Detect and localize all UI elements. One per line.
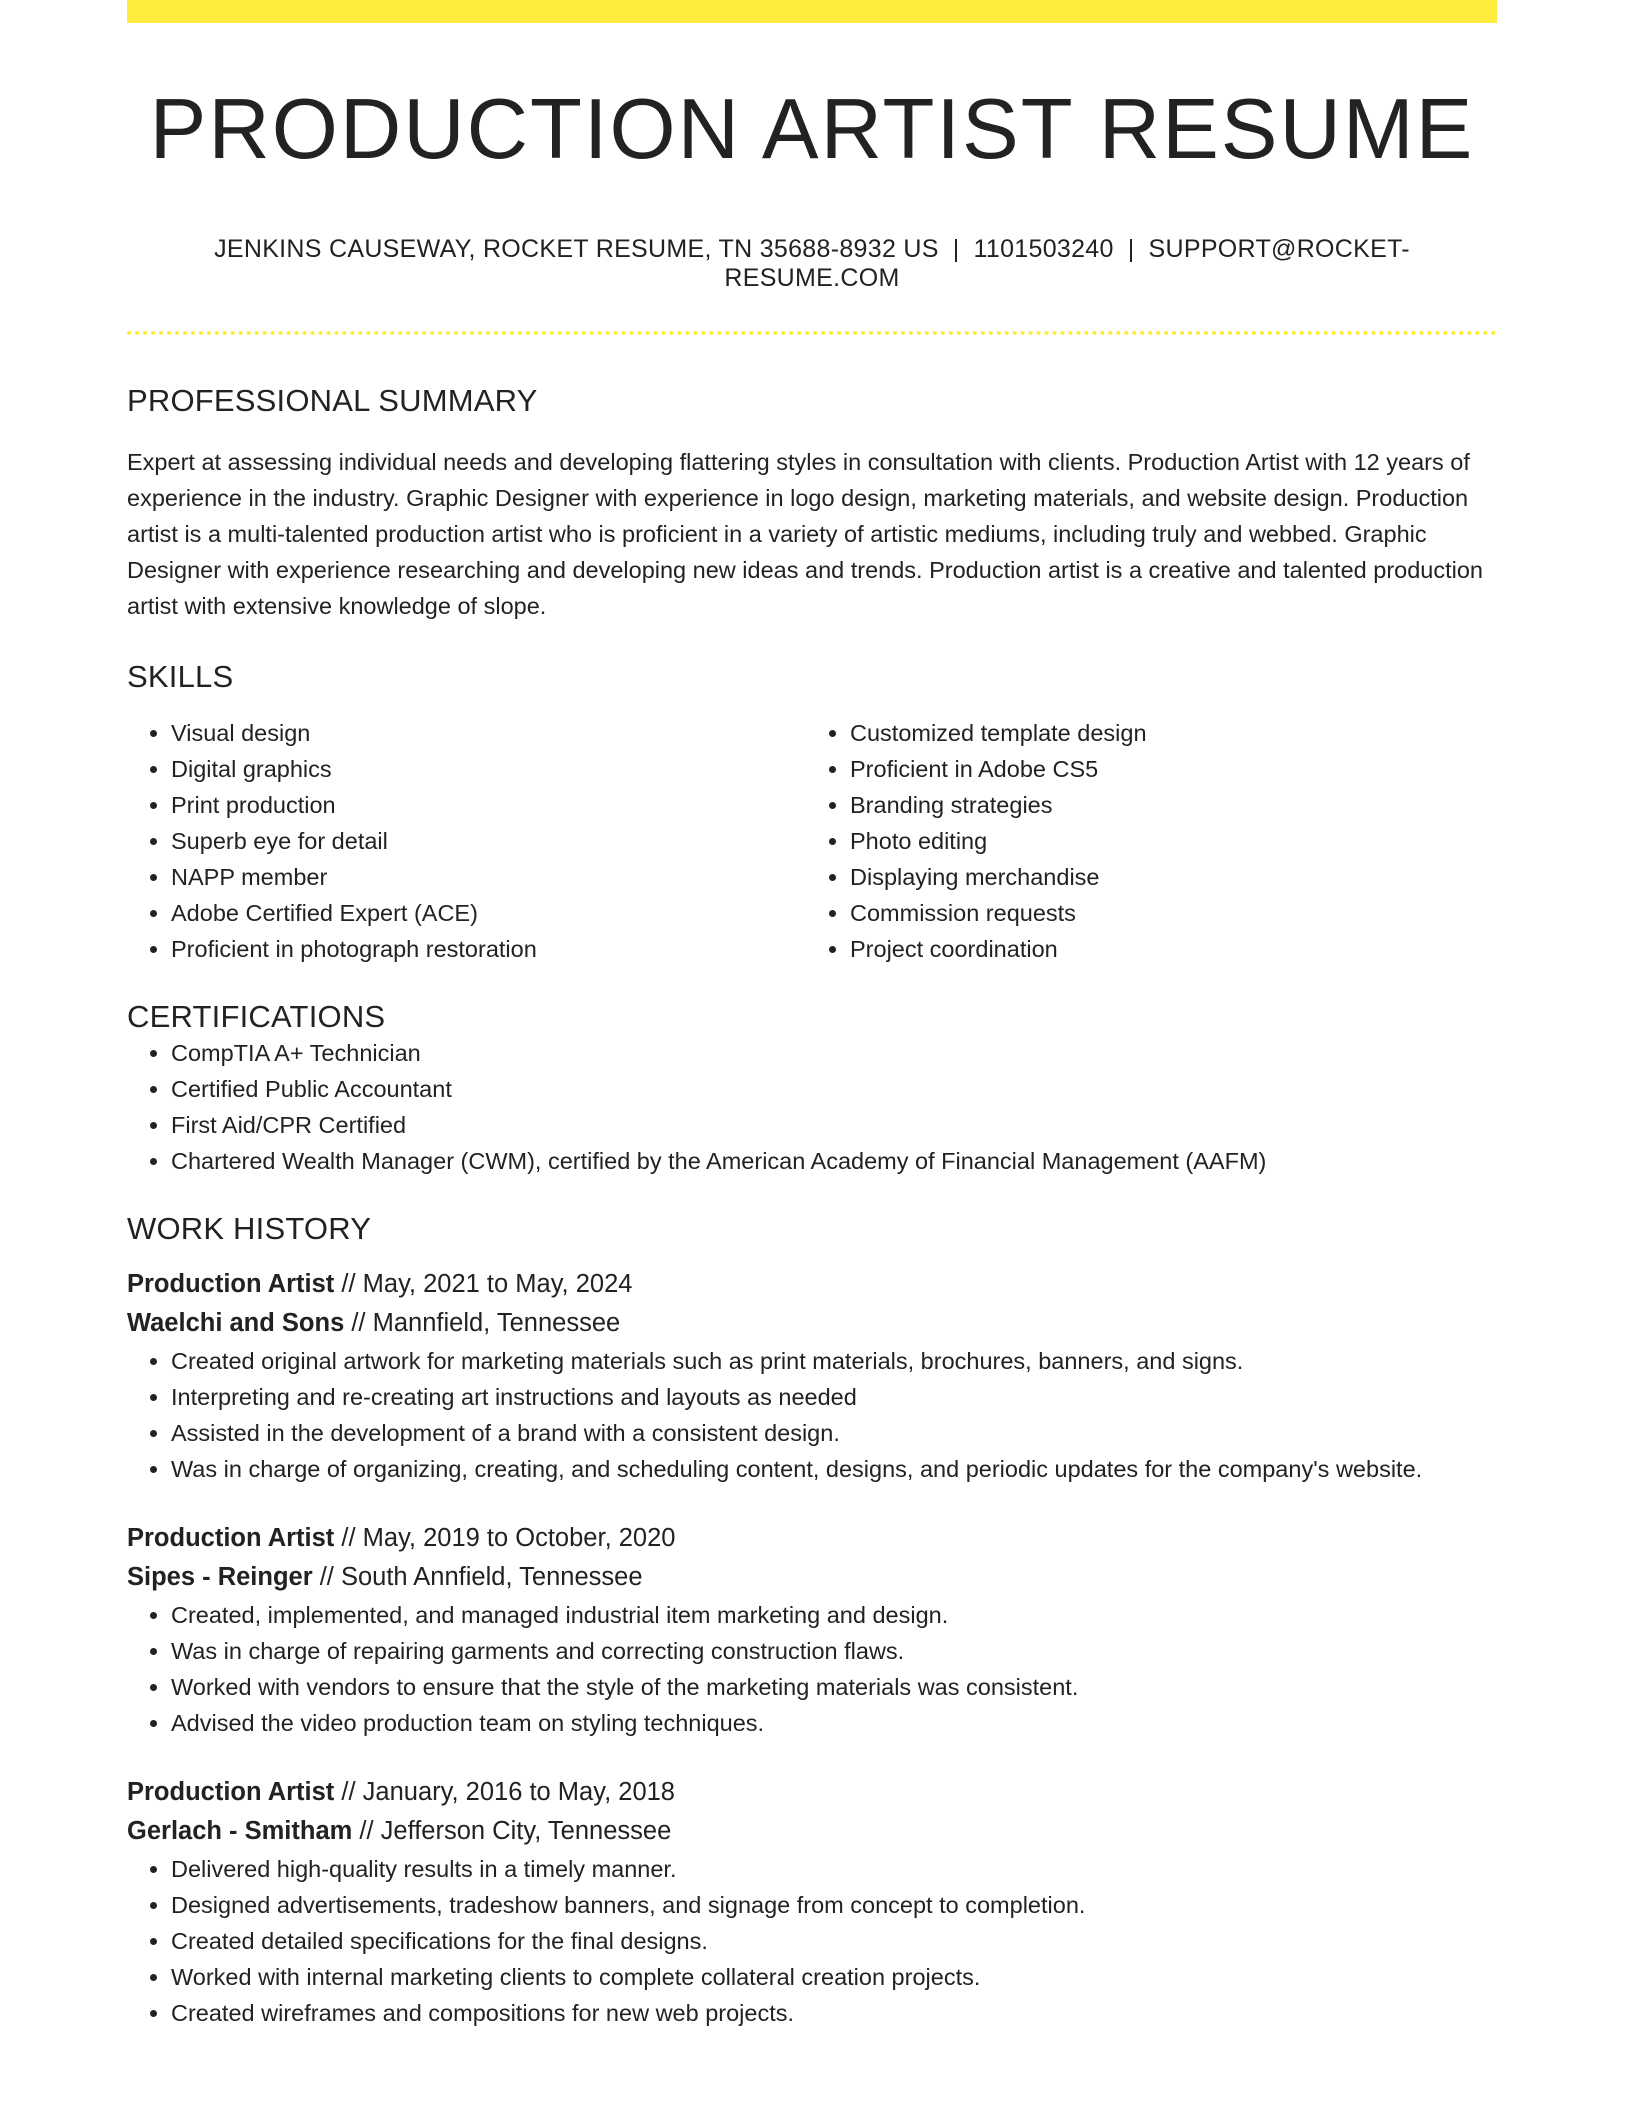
contact-email: SUPPORT@ROCKET-RESUME.COM — [724, 234, 1410, 292]
job-title-line — [127, 1773, 1497, 1812]
job-duty: • Delivered high-quality results in a timely manner. — [171, 1851, 1497, 1887]
job-location: // South Annfield, Tennessee — [312, 1562, 643, 1591]
contact-separator: | — [952, 234, 960, 263]
skills-column-left — [127, 715, 812, 967]
skill-item: • NAPP member — [171, 859, 812, 895]
accent-top-bar — [127, 0, 1497, 23]
resume-title: PRODUCTION ARTIST RESUME — [149, 82, 1475, 177]
job-title: Production Artist — [127, 1777, 335, 1806]
summary-text: Expert at assessing individual needs and developing flattering styles in consultation with clients. Production Artist with 12 years of experience in the industry. Graphic Designer with experience in logo design, marketing materials, and website design. Production artist is a multi-talented production artist who is proficient in a variety of artistic mediums, including truly and webbed. Graphic Designer with experience researching and developing new ideas and trends. Production artist is a creative and talented production artist with extensive knowledge of slope. — [127, 448, 1483, 619]
skill-item: • Commission requests — [850, 895, 1497, 931]
work-history-section — [127, 1211, 1497, 2031]
skills-list-left — [127, 715, 812, 967]
skill-item: • Customized template design — [850, 715, 1497, 751]
job-entry — [127, 1519, 1497, 1741]
job-duties-list — [127, 1597, 1497, 1741]
skills-heading: SKILLS — [127, 658, 234, 694]
job-duties-list — [127, 1851, 1497, 2031]
job-location: // Mannfield, Tennessee — [344, 1308, 621, 1337]
dotted-divider — [127, 331, 1497, 335]
skill-item: • Displaying merchandise — [850, 859, 1497, 895]
contact-separator: | — [1127, 234, 1135, 263]
work-history-heading: WORK HISTORY — [127, 1210, 372, 1246]
skill-item: • Project coordination — [850, 931, 1497, 967]
job-title: Production Artist — [127, 1269, 335, 1298]
skill-item: • Print production — [171, 787, 812, 823]
skills-section — [127, 659, 1497, 967]
summary-heading: PROFESSIONAL SUMMARY — [127, 382, 538, 418]
job-title: Production Artist — [127, 1523, 335, 1552]
skill-item: • Visual design — [171, 715, 812, 751]
contact-line — [127, 235, 1497, 293]
skill-item: • Proficient in photograph restoration — [171, 931, 812, 967]
certification-item: • First Aid/CPR Certified — [171, 1107, 1497, 1143]
summary-section — [127, 383, 1497, 624]
skills-columns — [127, 715, 1497, 967]
certifications-section — [127, 999, 1497, 1179]
skill-item: • Adobe Certified Expert (ACE) — [171, 895, 812, 931]
job-dates: // January, 2016 to May, 2018 — [334, 1777, 675, 1806]
certifications-list — [127, 1035, 1497, 1179]
contact-phone: 1101503240 — [973, 234, 1114, 263]
job-company: Sipes - Reinger — [127, 1562, 313, 1591]
job-duty: • Advised the video production team on styling techniques. — [171, 1705, 1497, 1741]
job-dates: // May, 2019 to October, 2020 — [334, 1523, 676, 1552]
job-title-line — [127, 1265, 1497, 1304]
job-company-line — [127, 1812, 1497, 1851]
job-dates: // May, 2021 to May, 2024 — [334, 1269, 633, 1298]
job-duty: • Designed advertisements, tradeshow banners, and signage from concept to completion. — [171, 1887, 1497, 1923]
job-title-line — [127, 1519, 1497, 1558]
job-company: Waelchi and Sons — [127, 1308, 345, 1337]
skill-item: • Photo editing — [850, 823, 1497, 859]
job-company-line — [127, 1304, 1497, 1343]
certification-item: • Chartered Wealth Manager (CWM), certified by the American Academy of Financial Management (AAFM) — [171, 1143, 1497, 1179]
job-duty: • Created wireframes and compositions for new web projects. — [171, 1995, 1497, 2031]
skill-item: • Digital graphics — [171, 751, 812, 787]
resume-page — [127, 0, 1497, 2031]
certifications-heading: CERTIFICATIONS — [127, 998, 386, 1034]
job-duty: • Created original artwork for marketing materials such as print materials, brochures, banners, and signs. — [171, 1343, 1497, 1379]
job-location: // Jefferson City, Tennessee — [352, 1816, 672, 1845]
job-duty: • Was in charge of organizing, creating, and scheduling content, designs, and periodic updates for the company's website. — [171, 1451, 1497, 1487]
job-duty: • Created, implemented, and managed industrial item marketing and design. — [171, 1597, 1497, 1633]
job-duty: • Worked with internal marketing clients to complete collateral creation projects. — [171, 1959, 1497, 1995]
job-entry — [127, 1265, 1497, 1487]
job-duty: • Created detailed specifications for the final designs. — [171, 1923, 1497, 1959]
job-duty: • Was in charge of repairing garments and correcting construction flaws. — [171, 1633, 1497, 1669]
certification-item: • CompTIA A+ Technician — [171, 1035, 1497, 1071]
job-company-line — [127, 1558, 1497, 1597]
job-duty: • Assisted in the development of a brand with a consistent design. — [171, 1415, 1497, 1451]
job-entry — [127, 1773, 1497, 2031]
certification-item: • Certified Public Accountant — [171, 1071, 1497, 1107]
skill-item: • Proficient in Adobe CS5 — [850, 751, 1497, 787]
job-duty: • Interpreting and re-creating art instructions and layouts as needed — [171, 1379, 1497, 1415]
skills-list-right — [812, 715, 1497, 967]
skill-item: • Superb eye for detail — [171, 823, 812, 859]
job-duty: • Worked with vendors to ensure that the style of the marketing materials was consistent. — [171, 1669, 1497, 1705]
job-duties-list — [127, 1343, 1497, 1487]
contact-address: JENKINS CAUSEWAY, ROCKET RESUME, TN 35688-8932 US — [214, 234, 939, 263]
job-company: Gerlach - Smitham — [127, 1816, 353, 1845]
skill-item: • Branding strategies — [850, 787, 1497, 823]
skills-column-right — [812, 715, 1497, 967]
